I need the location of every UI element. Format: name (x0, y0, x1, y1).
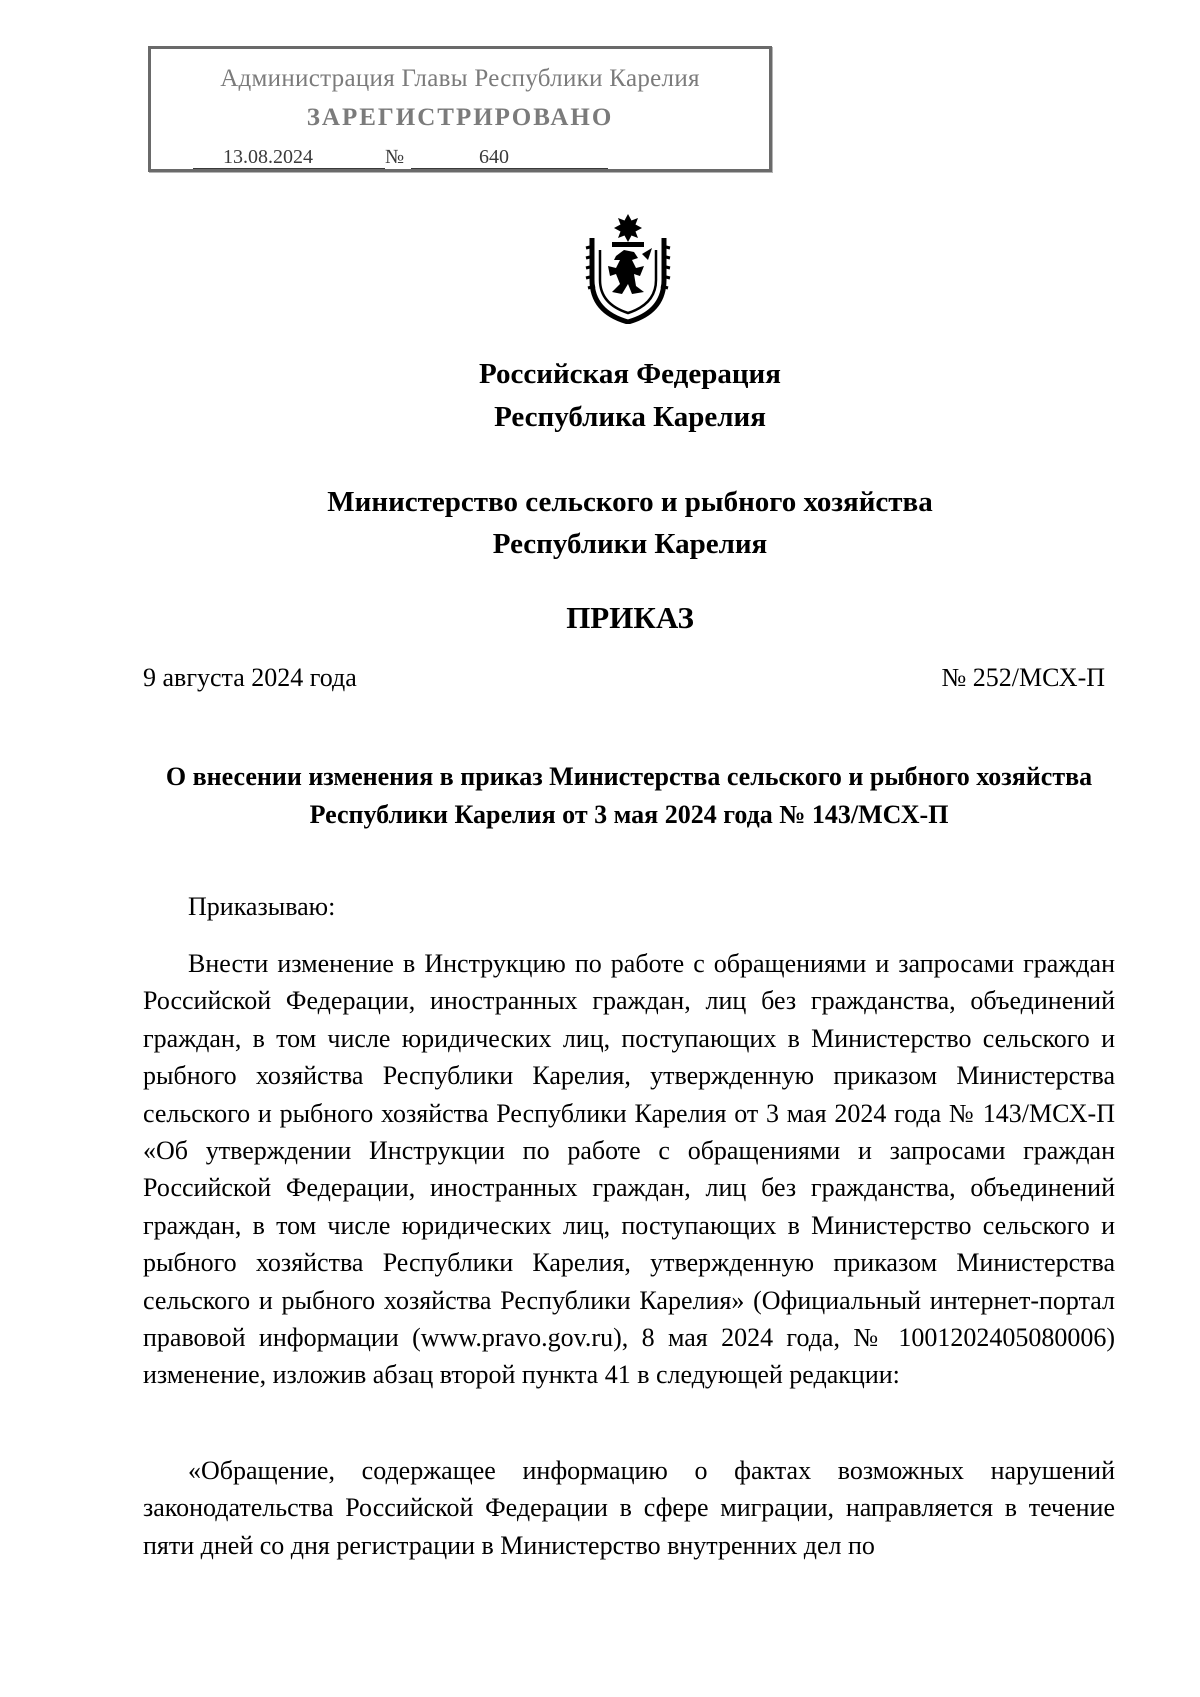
stamp-date-field (193, 146, 385, 169)
stamp-date: 13.08.2024 (223, 146, 313, 168)
order-number: № 252/МСХ-П (941, 663, 1105, 692)
stamp-number: 640 (479, 146, 509, 168)
registration-stamp (148, 46, 772, 172)
body-paragraph-2: «Обращение, содержащее информацию о фактах возможных нарушений законодательства Российской Федерации в сфере миграции, направляется в течение пяти дней со дня регистрации в Министерство внутренних дел по (143, 1456, 1115, 1560)
coat-of-arms-emblem (582, 212, 674, 324)
republic-heading: Республика Карелия (494, 401, 766, 433)
body-paragraph-1: Внести изменение в Инструкцию по работе с обращениями и запросами граждан Российской Федерации, иностранных граждан, лиц без гражданства, объединений граждан, в том числе юридических лиц, поступающих в Министерство сельского и рыбного хозяйства Республики Карелия, утвержденную приказом Министерства сельского и рыбного хозяйства Республики Карелия от 3 мая 2024 года № 143/МСХ-П «Об утверждении Инструкции по работе с обращениями и запросами граждан Российской Федерации, иностранных граждан, лиц без гражданства, объединений граждан, в том числе юридических лиц, поступающих в Министерство сельского и рыбного хозяйства Республики Карелия, утвержденную приказом Министерства сельского и рыбного хозяйства Республики Карелия» (Официальный интернет-портал правовой информации (www.pravo.gov.ru), 8 мая 2024 года, № 1001202405080006) изменение, изложив абзац второй пункта 41 в следующей редакции: (143, 949, 1115, 1390)
orders-line: Приказываю: (188, 892, 336, 921)
stamp-number-field (411, 146, 608, 169)
country-heading: Российская Федерация (479, 358, 781, 390)
order-subject: О внесении изменения в приказ Министерства сельского и рыбного хозяйства Республики Карелия от 3 мая 2024 года № 143/МСХ-П (165, 762, 1093, 829)
document-type-heading: ПРИКАЗ (566, 600, 694, 635)
stamp-organization: Администрация Главы Республики Карелия (220, 65, 700, 92)
ministry-heading-line1: Министерство сельского и рыбного хозяйства (327, 486, 933, 518)
ministry-heading-line2: Республики Карелия (492, 528, 768, 560)
stamp-status: ЗАРЕГИСТРИРОВАНО (306, 104, 614, 131)
order-date: 9 августа 2024 года (143, 663, 357, 692)
stamp-number-label: № (385, 146, 405, 168)
